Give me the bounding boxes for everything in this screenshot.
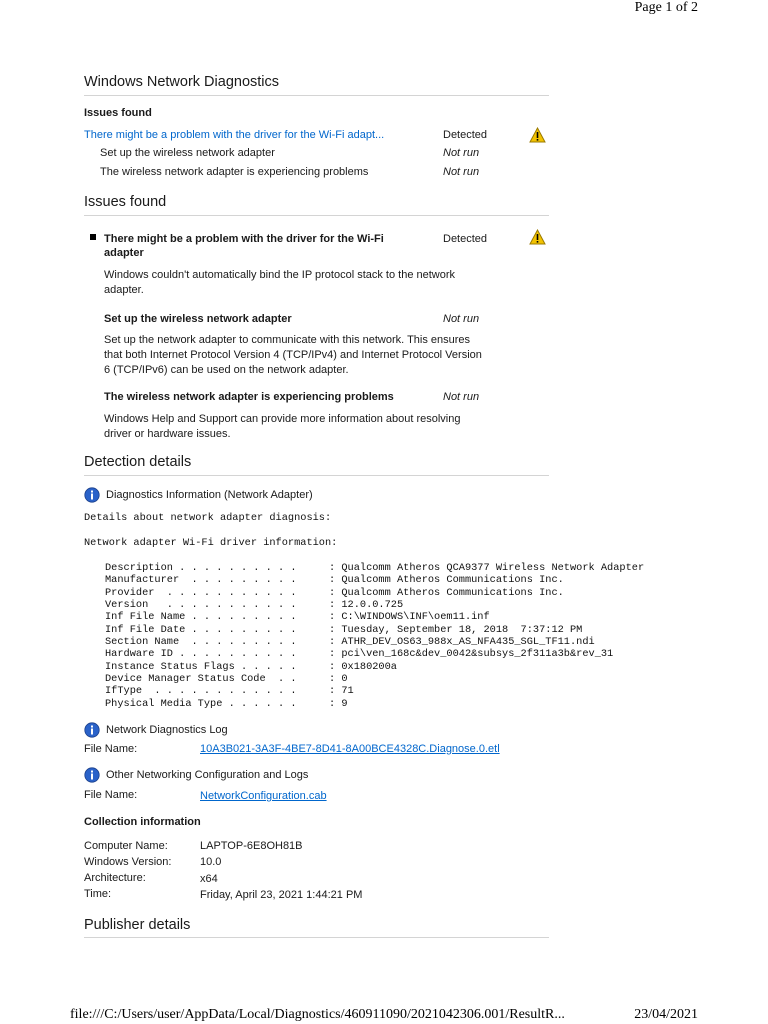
prop-key: Physical Media Type . . . . . . — [105, 698, 297, 710]
title-divider — [84, 95, 549, 96]
print-footer — [70, 1007, 698, 1023]
bullet-icon — [90, 234, 96, 240]
summary-status: Not run — [443, 166, 480, 178]
issue-title: The wireless network adapter is experiencing problems — [104, 391, 394, 403]
publisher-divider — [84, 937, 549, 938]
footer-date: 23/04/2021 — [634, 1007, 698, 1022]
summary-status: Not run — [443, 147, 480, 159]
prop-value: : Qualcomm Atheros Communications Inc. — [329, 574, 564, 586]
collection-heading: Collection information — [84, 816, 201, 828]
log-title: Network Diagnostics Log — [106, 724, 228, 736]
page-number: Page 1 of 2 — [634, 0, 698, 15]
prop-key: Section Name . . . . . . . . . — [105, 636, 297, 648]
diagnosis-intro: Details about network adapter diagnosis: — [84, 512, 332, 524]
summary-heading: Issues found — [84, 107, 152, 119]
info-icon — [84, 722, 100, 738]
issue-description: Set up the network adapter to communicate with this network. This ensures — [104, 334, 471, 346]
file-name-label: File Name: — [84, 743, 138, 755]
prop-value: : 12.0.0.725 — [329, 599, 404, 611]
prop-key: Version . . . . . . . . . . . — [105, 599, 297, 611]
driver-info-intro: Network adapter Wi-Fi driver information: — [84, 537, 338, 549]
summary-row-label: The wireless network adapter is experiencing problems — [100, 166, 369, 178]
prop-key: Hardware ID . . . . . . . . . . — [105, 648, 297, 660]
detection-heading: Detection details — [84, 454, 192, 470]
file-name-label: File Name: — [84, 789, 138, 801]
issue-description: Windows couldn't automatically bind the IP protocol stack to the network — [104, 269, 456, 281]
collection-label: Windows Version: — [84, 856, 172, 868]
prop-key: Description . . . . . . . . . . — [105, 562, 297, 574]
issue-title: Set up the wireless network adapter — [104, 313, 292, 325]
issue-description: Windows Help and Support can provide more information about resolving — [104, 413, 461, 425]
warning-icon — [529, 229, 546, 245]
issue-title-cont: adapter — [104, 247, 144, 259]
prop-key: Device Manager Status Code . . — [105, 673, 297, 685]
summary-issue-link[interactable]: There might be a problem with the driver for the Wi-Fi adapt... — [84, 129, 385, 141]
issues-heading: Issues found — [84, 194, 167, 210]
issue-status-detected: Detected — [443, 233, 488, 245]
summary-row-label: Set up the wireless network adapter — [100, 147, 275, 159]
info-icon — [84, 767, 100, 783]
time-value: Friday, April 23, 2021 1:44:21 PM — [200, 889, 363, 901]
prop-value: : pci\ven_168c&dev_0042&subsys_2f311a3b&rev_31 — [329, 648, 614, 660]
prop-value: : 71 — [329, 685, 354, 697]
issues-divider — [84, 215, 549, 216]
issue-description: adapter. — [104, 284, 144, 296]
prop-key: Provider . . . . . . . . . . . — [105, 587, 297, 599]
footer-path: file:///C:/Users/user/AppData/Local/Diagnostics/460911090/2021042306.001/ResultR... — [70, 1007, 565, 1022]
architecture-value: x64 — [200, 873, 218, 885]
diagnostics-info-title: Diagnostics Information (Network Adapter) — [106, 489, 313, 501]
prop-value: : ATHR_DEV_OS63_988x_AS_NFA435_SGL_TF11.ndi — [329, 636, 595, 648]
issue-status: Not run — [443, 313, 480, 325]
prop-key: Manufacturer . . . . . . . . . — [105, 574, 297, 586]
collection-label: Computer Name: — [84, 840, 168, 852]
info-icon — [84, 487, 100, 503]
prop-value: : Qualcomm Atheros Communications Inc. — [329, 587, 564, 599]
prop-value: : Tuesday, September 18, 2018 7:37:12 PM — [329, 624, 583, 636]
prop-value: : 0x180200a — [329, 661, 397, 673]
prop-value: : 0 — [329, 673, 348, 685]
prop-value: : C:\WINDOWS\INF\oem11.inf — [329, 611, 490, 623]
config-file-link[interactable]: NetworkConfiguration.cab — [200, 790, 327, 802]
issue-description: driver or hardware issues. — [104, 428, 231, 440]
windows-version-value: 10.0 — [200, 856, 222, 868]
issue-description: 6 (TCP/IPv6) can be used on the network adapter. — [104, 364, 349, 376]
warning-icon — [529, 127, 546, 143]
publisher-heading: Publisher details — [84, 917, 191, 933]
other-config-title: Other Networking Configuration and Logs — [106, 769, 309, 781]
prop-value: : Qualcomm Atheros QCA9377 Wireless Network Adapter — [329, 562, 645, 574]
issue-status: Not run — [443, 391, 480, 403]
prop-key: Inf File Date . . . . . . . . . — [105, 624, 297, 636]
collection-label: Architecture: — [84, 872, 146, 884]
summary-status-detected: Detected — [443, 129, 488, 141]
page-title: Windows Network Diagnostics — [84, 74, 280, 90]
detection-divider — [84, 475, 549, 476]
issue-title: There might be a problem with the driver for the Wi-Fi — [104, 233, 384, 245]
computer-name-value: LAPTOP-6E8OH81B — [200, 840, 303, 852]
prop-key: IfType . . . . . . . . . . . . — [105, 685, 297, 697]
log-file-link[interactable]: 10A3B021-3A3F-4BE7-8D41-8A00BCE4328C.Diagnose.0.etl — [200, 743, 500, 755]
issue-description: that both Internet Protocol Version 4 (TCP/IPv4) and Internet Protocol Version — [104, 349, 482, 361]
prop-value: : 9 — [329, 698, 348, 710]
prop-key: Instance Status Flags . . . . . — [105, 661, 297, 673]
collection-label: Time: — [84, 888, 112, 900]
prop-key: Inf File Name . . . . . . . . . — [105, 611, 297, 623]
